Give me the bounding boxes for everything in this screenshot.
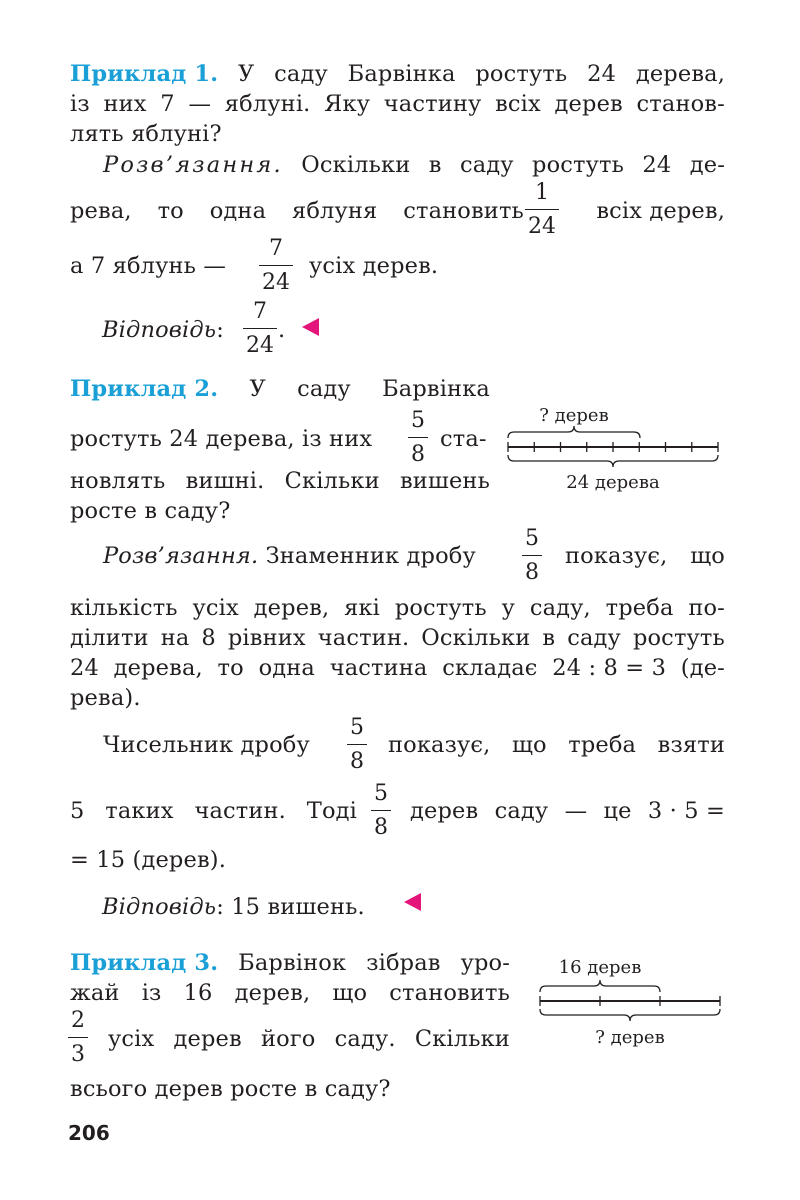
end-marker-icon: [302, 318, 319, 336]
example1-solution-line1: Розв’язання. Оскільки в саду ростуть 24 де-: [103, 152, 725, 178]
example1-solution-line2: рева, то одна яблуня становить: [70, 198, 524, 224]
example2-solution-line2: кількість усіх дерев, які ростуть у саду, треба по-: [70, 595, 725, 621]
example2-answer: Відповідь: 15 вишень.: [102, 894, 365, 920]
answer-fraction-7-24: 7 24: [243, 299, 277, 359]
segment-diagram-16-trees: [532, 950, 732, 1050]
example2-solution-line3: ділити на 8 рівних частин. Оскільки в саду ростуть: [70, 625, 725, 651]
textbook-page: Приклад 1. У саду Барвінка ростуть 24 дерева, із них 7 — яблуні. Яку частину всіх дерев станов- лять яблуні? Розв’язання. Оскільки в саду ростуть 24 де- рева, то одна яблуня становить 1 24 всіх дерев, а 7 яблунь — 7 24 усіх дерев. Відповідь: 7 24 . Приклад 2. У саду Барвінка ростуть 24 дерева, із них 5 8 ста- новлять вишні. Скільки вишень росте в саду? ? дерев 24 дерева Розв’язання. Знаменник дробу 5 8 показує, що кількість усіх дерев, які ростуть у саду, треба по- ділити на 8 рівних частин. Оскільки в саду ростуть 24 дерева, то одна частина складає 24 : 8 = 3 (де- рева). Чисельник дробу 5 8 показує, що треба взяти 5 таких частин. Тоді 5 8 дерев саду — це 3 · 5 = = 15 (дерев). Відповідь: 15 вишень. Приклад 3. Барвінок зібрав уро- жай із 16 дерев, що становить 2 3 усіх дерев його саду. Скільки всього дерев росте в саду? 16 дерев ? дерев 206: [0, 0, 800, 1200]
example2-solution-line1a: Розв’язання. Знаменник дробу: [103, 543, 476, 569]
example1-line2: із них 7 — яблуні. Яку частину всіх дерев станов-: [70, 91, 725, 117]
fraction-7-24: 7 24: [259, 236, 293, 296]
fraction-2-3: 2 3: [68, 1008, 88, 1068]
page-number: 206: [68, 1121, 110, 1145]
example1-line3: лять яблуні?: [70, 121, 222, 147]
example1-heading: Приклад 1.: [70, 61, 219, 87]
segment-diagram-24-trees: [500, 400, 730, 495]
solution-label: Розв’язання.: [103, 152, 283, 178]
example1-line1: Приклад 1. У саду Барвінка ростуть 24 дерева,: [70, 61, 725, 87]
bottom-brace: [508, 455, 718, 467]
example2-solution-line4: 24 дерева, то одна частина складає 24 : 8 = 3 (де-: [70, 655, 725, 681]
fraction-5-8: 5 8: [371, 781, 391, 841]
diagram-bottom-label: 24 дерева: [566, 472, 660, 493]
top-brace: [508, 426, 640, 438]
diagram-top-label: ? дерев: [539, 405, 609, 426]
example2-line1: Приклад 2. У саду Барвінка: [70, 376, 490, 402]
fraction-5-8: 5 8: [408, 408, 428, 468]
solution-label: Розв’язання.: [103, 543, 259, 569]
example3-line2: жай із 16 дерев, що становить: [70, 980, 510, 1006]
bottom-brace: [540, 1009, 720, 1021]
fraction-5-8: 5 8: [522, 526, 542, 586]
example2-line3: новлять вишні. Скільки вишень: [70, 468, 490, 494]
top-brace: [540, 980, 660, 992]
diagram-top-label: 16 дерев: [558, 957, 642, 978]
example3-line3: усіх дерев його саду. Скільки: [108, 1026, 510, 1052]
example3-line1: Приклад 3. Барвінок зібрав уро-: [70, 950, 510, 976]
fraction-5-8: 5 8: [347, 715, 367, 775]
diagram-bottom-label: ? дерев: [595, 1027, 665, 1048]
end-marker-icon: [404, 893, 421, 911]
fraction-1-24: 1 24: [525, 180, 559, 240]
example2-heading: Приклад 2.: [70, 376, 219, 402]
example1-answer-label: Відповідь:: [102, 317, 224, 343]
example3-heading: Приклад 3.: [70, 950, 219, 976]
